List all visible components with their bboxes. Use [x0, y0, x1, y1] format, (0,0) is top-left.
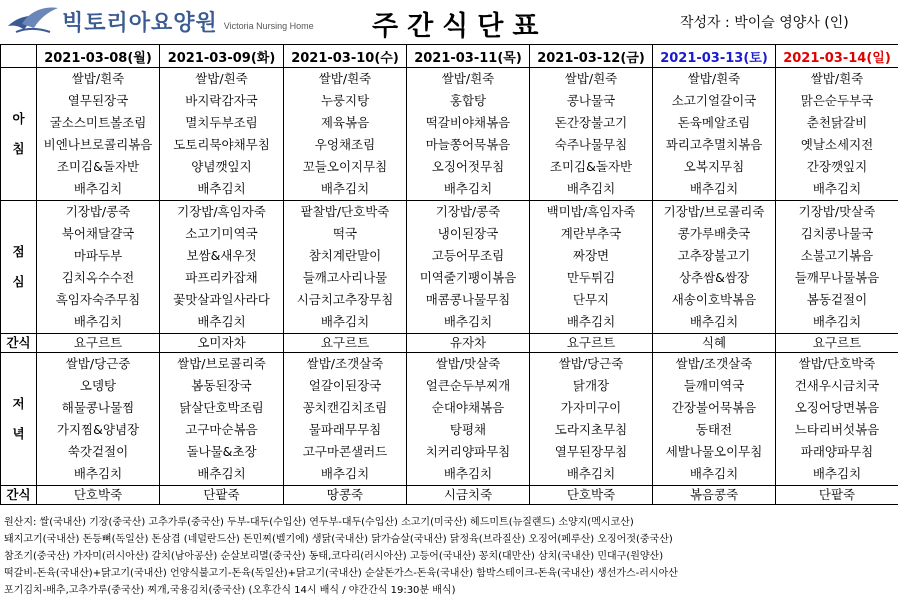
origin-line: 참조기(중국산) 가자미(러시아산) 갈치(남아공산) 순살보리멸(중국산) 동태,코다리(러시아산) 고등어(국내산) 꽁치(대만산) 삼치(국내산) 민대구(원양산)	[4, 548, 894, 565]
menu-item: 옛날소세지전	[776, 134, 898, 156]
menu-item: 보쌈&새우젓	[160, 245, 283, 267]
menu-item: 쌀밥/흰죽	[530, 68, 652, 90]
menu-item: 시금치고추장무침	[284, 289, 406, 311]
menu-item: 가지찜&양념장	[37, 419, 159, 441]
menu-item: 쑥갓겉절이	[37, 441, 159, 463]
breakfast-row	[1, 68, 898, 201]
menu-item: 파래양파무침	[776, 441, 898, 463]
menu-item: 오징어당면볶음	[776, 397, 898, 419]
menu-item: 미역줄기팽이볶음	[407, 267, 529, 289]
menu-item: 쌀밥/흰죽	[160, 68, 283, 90]
lunch-cell-4	[530, 201, 653, 334]
menu-item: 들깨무나물볶음	[776, 267, 898, 289]
menu-item: 봄동된장국	[160, 375, 283, 397]
menu-item: 오뎅탕	[37, 375, 159, 397]
menu-item: 물파래무무침	[284, 419, 406, 441]
menu-item: 누룽지탕	[284, 90, 406, 112]
dinner-cell-1	[160, 353, 284, 486]
menu-item: 오복지무침	[653, 156, 775, 178]
menu-item: 닭개장	[530, 375, 652, 397]
dinner-cell-3	[407, 353, 530, 486]
menu-item: 고구마콘샐러드	[284, 441, 406, 463]
breakfast-cell-6	[776, 68, 898, 201]
menu-item: 배추김치	[160, 178, 283, 200]
menu-item: 간장깻잎지	[776, 156, 898, 178]
lunch-cell-1	[160, 201, 284, 334]
dinner-cell-0	[37, 353, 160, 486]
menu-item: 파프리카잡채	[160, 267, 283, 289]
menu-item: 매콤콩나물무침	[407, 289, 529, 311]
menu-item: 고추장불고기	[653, 245, 775, 267]
breakfast-cell-4	[530, 68, 653, 201]
menu-item: 단무지	[530, 289, 652, 311]
menu-item: 간장불어묵볶음	[653, 397, 775, 419]
menu-item: 춘천닭갈비	[776, 112, 898, 134]
date-header-0: 2021-03-08(월)	[37, 45, 160, 68]
origin-footer	[4, 514, 894, 599]
menu-item: 배추김치	[160, 463, 283, 485]
menu-item: 고구마순볶음	[160, 419, 283, 441]
menu-item: 마파두부	[37, 245, 159, 267]
lunch-label: 점 심	[1, 201, 37, 334]
menu-item: 오징어젓무침	[407, 156, 529, 178]
menu-item: 바지락감자국	[160, 90, 283, 112]
breakfast-cell-1	[160, 68, 284, 201]
menu-item: 북어채달걀국	[37, 223, 159, 245]
menu-item: 배추김치	[653, 463, 775, 485]
menu-item: 계란부추국	[530, 223, 652, 245]
menu-item: 조미김&돌자반	[37, 156, 159, 178]
lunch-row	[1, 201, 898, 334]
dinner-cell-4	[530, 353, 653, 486]
menu-item: 들깨고사리나물	[284, 267, 406, 289]
menu-item: 김치콩나물국	[776, 223, 898, 245]
menu-item: 쌀밥/조갯살죽	[653, 353, 775, 375]
date-header-3: 2021-03-11(목)	[407, 45, 530, 68]
menu-item: 배추김치	[37, 311, 159, 333]
dinner-cell-5	[653, 353, 776, 486]
weekly-menu-table	[0, 44, 898, 505]
lunch-cell-0	[37, 201, 160, 334]
corner-cell	[1, 45, 37, 68]
menu-item: 굴소스미트볼조림	[37, 112, 159, 134]
breakfast-label: 아 침	[1, 68, 37, 201]
dinner-label: 저 녁	[1, 353, 37, 486]
menu-item: 도토리묵야채무침	[160, 134, 283, 156]
menu-item: 쌀밥/단호박죽	[776, 353, 898, 375]
menu-item: 해물콩나물찜	[37, 397, 159, 419]
menu-item: 쌀밥/흰죽	[776, 68, 898, 90]
lunch-cell-6	[776, 201, 898, 334]
dinner-cell-2	[284, 353, 407, 486]
snack-item: 단팥죽	[160, 486, 284, 505]
menu-item: 꽃맛살과일사라다	[160, 289, 283, 311]
menu-item: 맑은순두부국	[776, 90, 898, 112]
menu-item: 떡갈비야채볶음	[407, 112, 529, 134]
menu-item: 세발나물오이무침	[653, 441, 775, 463]
menu-item: 배추김치	[284, 311, 406, 333]
menu-item: 봄동겉절이	[776, 289, 898, 311]
menu-item: 떡국	[284, 223, 406, 245]
menu-item: 멸치두부조림	[160, 112, 283, 134]
menu-item: 냉이된장국	[407, 223, 529, 245]
menu-item: 홍합탕	[407, 90, 529, 112]
menu-item: 기장밥/흑임자죽	[160, 201, 283, 223]
menu-item: 배추김치	[407, 311, 529, 333]
author-label: 작성자 : 박이슬 영양사 (인)	[680, 12, 849, 32]
menu-item: 기장밥/콩죽	[407, 201, 529, 223]
snack-item: 식혜	[653, 334, 776, 353]
menu-item: 양념깻잎지	[160, 156, 283, 178]
menu-item: 배추김치	[284, 178, 406, 200]
menu-item: 가자미구이	[530, 397, 652, 419]
menu-item: 김치옥수수전	[37, 267, 159, 289]
menu-item: 돌나물&초장	[160, 441, 283, 463]
menu-item: 만두튀김	[530, 267, 652, 289]
menu-item: 쌀밥/맛살죽	[407, 353, 529, 375]
menu-item: 조미김&돌자반	[530, 156, 652, 178]
date-header-row	[1, 45, 898, 68]
snack-item: 시금치죽	[407, 486, 530, 505]
menu-item: 배추김치	[530, 178, 652, 200]
header	[0, 0, 898, 44]
menu-item: 제육볶음	[284, 112, 406, 134]
menu-item: 소고기미역국	[160, 223, 283, 245]
logo-text: 빅토리아요양원	[62, 6, 218, 37]
menu-item: 쌀밥/흰죽	[37, 68, 159, 90]
menu-item: 배추김치	[407, 178, 529, 200]
menu-item: 배추김치	[37, 463, 159, 485]
menu-item: 돈간장불고기	[530, 112, 652, 134]
snack-item: 단호박죽	[530, 486, 653, 505]
breakfast-cell-2	[284, 68, 407, 201]
menu-item: 꽈리고추멸치볶음	[653, 134, 775, 156]
menu-item: 고등어무조림	[407, 245, 529, 267]
menu-item: 새송이호박볶음	[653, 289, 775, 311]
menu-item: 기장밥/맛살죽	[776, 201, 898, 223]
menu-item: 쌀밥/흰죽	[284, 68, 406, 90]
menu-item: 순대야채볶음	[407, 397, 529, 419]
snack-item: 땅콩죽	[284, 486, 407, 505]
logo-subtitle: Victoria Nursing Home	[224, 21, 314, 31]
menu-item: 배추김치	[653, 311, 775, 333]
snack-item: 볶음콩죽	[653, 486, 776, 505]
menu-item: 마늘쫑어묵볶음	[407, 134, 529, 156]
menu-item: 쌀밥/당근중	[37, 353, 159, 375]
menu-item: 꼬들오이지무침	[284, 156, 406, 178]
menu-item: 배추김치	[776, 463, 898, 485]
menu-item: 비엔나브로콜리볶음	[37, 134, 159, 156]
snack-item: 단호박죽	[37, 486, 160, 505]
menu-item: 쌀밥/당근죽	[530, 353, 652, 375]
page-title: 주간식단표	[372, 4, 547, 43]
date-header-2: 2021-03-10(수)	[284, 45, 407, 68]
menu-item: 기장밥/브로콜리죽	[653, 201, 775, 223]
snack-item: 요구르트	[37, 334, 160, 353]
snack1-label: 간식	[1, 334, 37, 353]
snack-item: 유자차	[407, 334, 530, 353]
menu-item: 배추김치	[37, 178, 159, 200]
menu-item: 배추김치	[776, 178, 898, 200]
menu-item: 얼큰순두부찌개	[407, 375, 529, 397]
origin-line: 떡갈비-돈육(국내산)+닭고기(국내산) 언양식불고기-돈육(독일산)+닭고기(국내산) 순살돈가스-돈육(국내산) 함박스테이크-돈육(국내산) 생선가스-러시아산	[4, 565, 894, 582]
date-header-6: 2021-03-14(일)	[776, 45, 898, 68]
snack2-row	[1, 486, 898, 505]
menu-item: 팥찰밥/단호박죽	[284, 201, 406, 223]
bird-logo-icon	[6, 4, 60, 38]
menu-item: 배추김치	[776, 311, 898, 333]
logo	[6, 4, 314, 38]
snack1-row	[1, 334, 898, 353]
menu-item: 배추김치	[407, 463, 529, 485]
menu-item: 꽁치캔김치조림	[284, 397, 406, 419]
menu-item: 흑임자숙주무침	[37, 289, 159, 311]
menu-item: 짜장면	[530, 245, 652, 267]
date-header-4: 2021-03-12(금)	[530, 45, 653, 68]
menu-item: 기장밥/콩죽	[37, 201, 159, 223]
snack-item: 요구르트	[776, 334, 898, 353]
menu-item: 배추김치	[530, 311, 652, 333]
menu-item: 소불고기볶음	[776, 245, 898, 267]
menu-item: 동태전	[653, 419, 775, 441]
menu-item: 돈육메알조림	[653, 112, 775, 134]
date-header-1: 2021-03-09(화)	[160, 45, 284, 68]
menu-item: 배추김치	[284, 463, 406, 485]
snack-item: 요구르트	[530, 334, 653, 353]
dinner-row	[1, 353, 898, 486]
breakfast-cell-5	[653, 68, 776, 201]
breakfast-cell-3	[407, 68, 530, 201]
snack2-label: 간식	[1, 486, 37, 505]
dinner-cell-6	[776, 353, 898, 486]
menu-item: 탕평채	[407, 419, 529, 441]
menu-item: 백미밥/흑임자죽	[530, 201, 652, 223]
menu-item: 배추김치	[530, 463, 652, 485]
origin-line: 원산지: 쌀(국내산) 기장(중국산) 고추가루(중국산) 두부-대두(수입산) 연두부-대두(수입산) 소고기(미국산) 헤드미트(뉴질랜드) 소양지(멕시코산)	[4, 514, 894, 531]
menu-item: 배추김치	[160, 311, 283, 333]
menu-item: 콩가루배춧국	[653, 223, 775, 245]
menu-item: 쌀밥/브로콜리죽	[160, 353, 283, 375]
menu-item: 쌀밥/흰죽	[653, 68, 775, 90]
menu-item: 도라지초무침	[530, 419, 652, 441]
menu-item: 쌀밥/조갯살죽	[284, 353, 406, 375]
lunch-cell-3	[407, 201, 530, 334]
date-header-5: 2021-03-13(토)	[653, 45, 776, 68]
menu-item: 참치계란말이	[284, 245, 406, 267]
menu-item: 얼갈이된장국	[284, 375, 406, 397]
menu-item: 상추쌈&쌈장	[653, 267, 775, 289]
menu-item: 닭살단호박조림	[160, 397, 283, 419]
menu-item: 콩나물국	[530, 90, 652, 112]
snack-item: 오미자차	[160, 334, 284, 353]
menu-item: 느타리버섯볶음	[776, 419, 898, 441]
menu-item: 치커리양파무침	[407, 441, 529, 463]
menu-item: 우엉채조림	[284, 134, 406, 156]
menu-item: 숙주나물무침	[530, 134, 652, 156]
origin-line: 포기김치-배추,고추가루(중국산) 찌개,국용김치(중국산) (오후간식 14시 배식 / 야간간식 19:30분 배식)	[4, 582, 894, 599]
snack-item: 요구르트	[284, 334, 407, 353]
menu-item: 열무된장무침	[530, 441, 652, 463]
menu-item: 배추김치	[653, 178, 775, 200]
lunch-cell-5	[653, 201, 776, 334]
menu-item: 열무된장국	[37, 90, 159, 112]
menu-item: 쌀밥/흰죽	[407, 68, 529, 90]
menu-item: 들깨미역국	[653, 375, 775, 397]
lunch-cell-2	[284, 201, 407, 334]
snack-item: 단팥죽	[776, 486, 898, 505]
origin-line: 돼지고기(국내산) 돈등뼈(독일산) 돈삼겹 (네덜란드산) 돈민찌(벨기에) 생닭(국내산) 닭가슴살(국내산) 닭정육(브라질산) 오징어(페루산) 오징어젓(중국산)	[4, 531, 894, 548]
menu-item: 건새우시금치국	[776, 375, 898, 397]
menu-item: 소고기얼갈이국	[653, 90, 775, 112]
breakfast-cell-0	[37, 68, 160, 201]
